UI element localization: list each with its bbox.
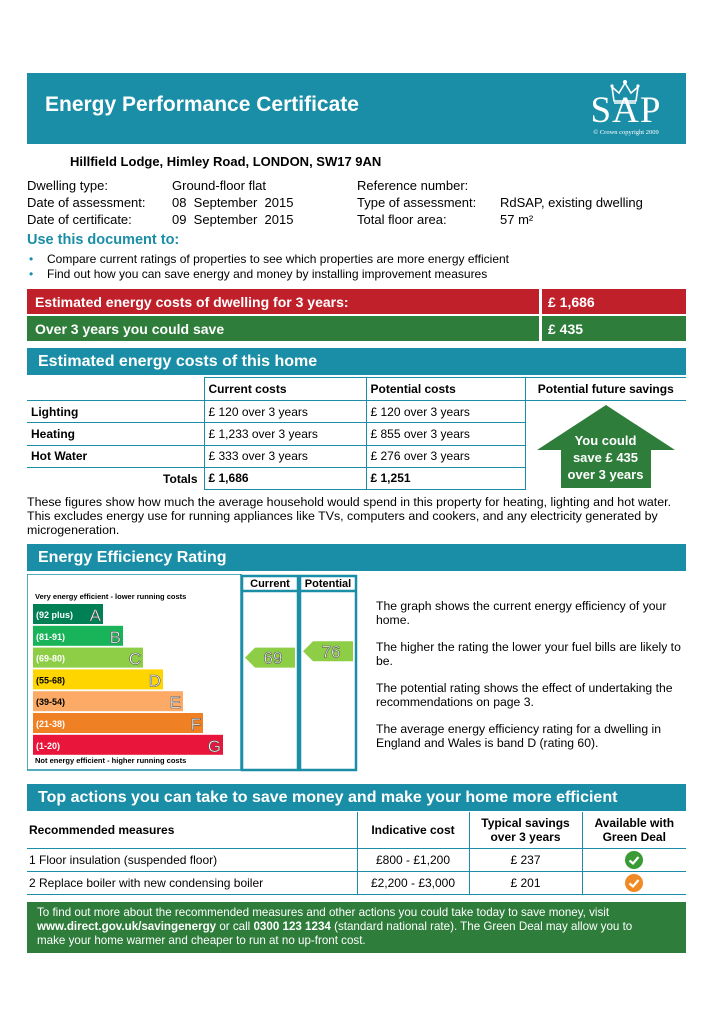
band-range-label: (21-38) xyxy=(36,719,66,729)
column-header: Potential costs xyxy=(366,378,525,401)
rating-text: The average energy efficiency rating for a dwelling in England and Wales is band D (rating 60). xyxy=(376,722,661,750)
cost-cell: £800 - £1,200 xyxy=(357,848,469,871)
rating-band-b xyxy=(33,626,123,647)
list-item: • Compare current ratings of properties to see which properties are more energy efficient xyxy=(27,252,509,267)
rating-section-header xyxy=(27,544,686,571)
current-rating-marker-value: 69 xyxy=(263,648,283,668)
check-icon xyxy=(625,874,643,892)
column-header: Potential future savings xyxy=(525,378,686,401)
assessment-type-label: Type of assessment: xyxy=(357,195,477,210)
cost-cell: £2,200 - £3,000 xyxy=(357,871,469,894)
footer-url-link[interactable]: www.direct.gov.uk/savingenergy xyxy=(37,920,217,933)
current-column xyxy=(242,576,298,770)
green-deal-cell xyxy=(582,871,686,894)
property-address: Hillfield Lodge, Himley Road, LONDON, SW17 9AN xyxy=(70,154,382,169)
band-range-label: (39-54) xyxy=(36,697,66,708)
estimated-cost-bar xyxy=(27,289,686,314)
footer-text: (standard national rate). The Green Deal may allow you to xyxy=(330,920,633,933)
row-label: Heating xyxy=(27,423,204,445)
potential-cost-cell: £ 120 over 3 years xyxy=(366,401,525,423)
band-letter: E xyxy=(169,693,181,713)
rating-text: The higher the rating the lower your fuel bills are likely to be. xyxy=(376,640,681,668)
actions-section-title: Top actions you can take to save money and make your home more efficient xyxy=(38,789,618,806)
rating-section-title: Energy Efficiency Rating xyxy=(38,549,227,566)
floor-area-label: Total floor area: xyxy=(357,212,447,227)
footer-text: or call xyxy=(216,920,254,933)
savings-value: £ 435 xyxy=(548,321,584,337)
certificate-date-value: 09 September 2015 xyxy=(172,212,294,227)
table-row xyxy=(27,848,686,871)
costs-table xyxy=(27,377,686,490)
use-document-title: Use this document to: xyxy=(27,232,180,248)
potential-column xyxy=(300,576,356,770)
energy-rating-chart xyxy=(27,574,358,772)
table-row xyxy=(27,871,686,894)
rating-band-c xyxy=(33,648,143,669)
actions-table xyxy=(27,812,686,895)
costs-section-title: Estimated energy costs of this home xyxy=(38,353,318,370)
band-range-label: (92 plus) xyxy=(36,610,74,620)
potential-cost-cell: £ 276 over 3 years xyxy=(366,445,525,467)
measure-cell: 1 Floor insulation (suspended floor) xyxy=(27,848,357,871)
assessment-date-label: Date of assessment: xyxy=(27,195,146,210)
footer-note xyxy=(27,902,686,953)
rating-band-e xyxy=(33,691,183,712)
band-letter: C xyxy=(128,649,141,669)
list-item: • Find out how you can save energy and money by installing improvement measures xyxy=(27,267,509,282)
top-scale-label: Very energy efficient - lower running costs xyxy=(35,592,187,601)
potential-column-label: Potential xyxy=(304,578,352,590)
column-header: Available with Green Deal xyxy=(582,812,686,848)
saving-cell: £ 201 xyxy=(469,871,582,894)
band-letter: A xyxy=(89,606,101,625)
dwelling-type-value: Ground-floor flat xyxy=(172,178,266,193)
assessment-type-value: RdSAP, existing dwelling xyxy=(500,195,643,210)
savings-bar xyxy=(27,316,686,341)
rating-band-g xyxy=(33,735,223,756)
column-header: Typical savings over 3 years xyxy=(469,812,582,848)
use-document-list xyxy=(27,252,509,282)
column-header: Current costs xyxy=(204,378,366,401)
measure-cell: 2 Replace boiler with new condensing boiler xyxy=(27,871,357,894)
band-range-label: (81-91) xyxy=(36,631,66,642)
savings-arrow-text xyxy=(536,432,676,483)
band-letter: G xyxy=(207,736,221,756)
saving-cell: £ 237 xyxy=(469,848,582,871)
estimated-cost-value: £ 1,686 xyxy=(548,294,595,310)
footer-phone: 0300 123 1234 xyxy=(253,920,331,933)
potential-rating-marker-value: 76 xyxy=(321,642,341,662)
estimated-cost-label: Estimated energy costs of dwelling for 3 years: xyxy=(35,294,349,310)
totals-label: Totals xyxy=(27,467,204,489)
certificate-header xyxy=(27,73,686,144)
rating-text: The graph shows the current energy efficiency of your home. xyxy=(376,599,667,627)
savings-arrow-line: You could xyxy=(574,433,637,449)
rating-text: The potential rating shows the effect of undertaking the recommendations on page 3. xyxy=(376,681,673,709)
empty-cell xyxy=(27,378,204,401)
dwelling-type-label: Dwelling type: xyxy=(27,178,108,193)
savings-label: Over 3 years you could save xyxy=(35,321,225,337)
sap-logo xyxy=(580,79,672,139)
column-header: Indicative cost xyxy=(357,812,469,848)
footer-line: To find out more about the recommended measures and other actions you could take today to save money, visit xyxy=(37,906,610,919)
band-range-label: (1-20) xyxy=(36,740,61,751)
band-letter: D xyxy=(148,671,161,691)
band-letter: F xyxy=(190,715,201,734)
page-title: Energy Performance Certificate xyxy=(45,93,359,116)
band-letter: B xyxy=(109,627,121,647)
current-rating-marker xyxy=(245,648,295,668)
rating-band-f xyxy=(33,713,203,734)
totals-current: £ 1,686 xyxy=(204,467,366,489)
footer-line: make your home warmer and cheaper to run at no up-front cost. xyxy=(37,934,366,947)
potential-rating-marker xyxy=(303,641,353,661)
reference-label: Reference number: xyxy=(357,178,469,193)
potential-cost-cell: £ 855 over 3 years xyxy=(366,423,525,445)
crown-copyright: © Crown copyright 2009 xyxy=(593,129,659,136)
band-range-label: (69-80) xyxy=(36,653,66,664)
table-row xyxy=(27,401,686,423)
costs-description: These figures show how much the average household would spend in this property for heating, lighting and hot water. This excludes energy use for running appliances like TVs, computers and cookers, and any electricity generated by microgeneration. xyxy=(27,495,672,537)
current-cost-cell: £ 1,233 over 3 years xyxy=(204,423,366,445)
rating-band-d xyxy=(33,669,163,690)
current-cost-cell: £ 120 over 3 years xyxy=(204,401,366,423)
current-column-label: Current xyxy=(250,578,290,590)
current-cost-cell: £ 333 over 3 years xyxy=(204,445,366,467)
column-header: Recommended measures xyxy=(27,812,357,848)
savings-arrow-cell xyxy=(525,401,686,490)
assessment-date-value: 08 September 2015 xyxy=(172,195,294,210)
certificate-date-label: Date of certificate: xyxy=(27,212,132,227)
sap-letters: SAP xyxy=(590,90,662,131)
green-deal-cell xyxy=(582,848,686,871)
rating-bands xyxy=(33,604,223,756)
savings-arrow-line: over 3 years xyxy=(567,467,644,483)
row-label: Hot Water xyxy=(27,445,204,467)
band-range-label: (55-68) xyxy=(36,675,66,686)
divider xyxy=(539,316,542,341)
divider xyxy=(539,289,542,314)
rating-band-a xyxy=(33,604,103,625)
actions-section-header xyxy=(27,784,686,811)
savings-arrow-line: save £ 435 xyxy=(572,450,639,466)
costs-section-header xyxy=(27,348,686,375)
row-label: Lighting xyxy=(27,401,204,423)
totals-potential: £ 1,251 xyxy=(366,467,525,489)
check-icon xyxy=(625,851,643,869)
floor-area-value: 57 m² xyxy=(500,212,534,227)
footer-line xyxy=(37,920,676,934)
bottom-scale-label: Not energy efficient - higher running costs xyxy=(35,756,187,765)
